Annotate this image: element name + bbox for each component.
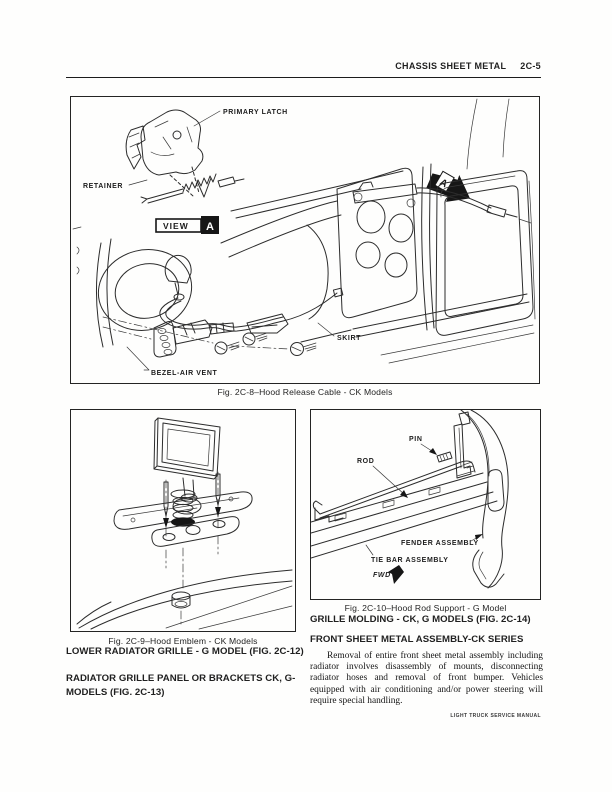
rod-label: ROD	[357, 458, 375, 465]
figure-caption-2c8: Fig. 2C-8–Hood Release Cable - CK Models	[217, 387, 393, 397]
view-a-badge	[156, 216, 219, 234]
figure-caption-2c10: Fig. 2C-10–Hood Rod Support - G Model	[344, 603, 507, 613]
pin-label: PIN	[409, 436, 423, 443]
fender-assembly-drawing	[459, 410, 508, 588]
hood-rod-support-drawing	[311, 410, 539, 598]
skirt-label: SKIRT	[337, 335, 361, 342]
fwd-label: FWD	[373, 572, 391, 579]
retainer-label: RETAINER	[83, 183, 124, 190]
page-header	[66, 61, 541, 71]
fender-assembly-label: FENDER ASSEMBLY	[401, 540, 479, 547]
page-footer: LIGHT TRUCK SERVICE MANUAL	[450, 713, 541, 719]
direction-arrow-a	[424, 163, 478, 211]
bezel-air-vent-label: BEZEL-AIR VENT	[151, 370, 218, 377]
header-title: CHASSIS SHEET METAL	[395, 61, 507, 71]
front-sheet-metal-paragraph: Removal of entire front sheet metal assembly including radiator involves disassembly of mounts, disconnecting radiator hoses and removal of front bumper. Vehicles equipped with air conditioning and/or power steering will require special handling.	[310, 650, 543, 706]
header-page-number: 2C-5	[520, 61, 541, 71]
heading-grille-molding: GRILLE MOLDING - CK, G MODELS (FIG. 2C-14)	[310, 614, 531, 625]
direction-arrow-letter: A	[437, 177, 450, 191]
left-column	[66, 645, 308, 699]
heading-front-sheet-metal: FRONT SHEET METAL ASSEMBLY-CK SERIES	[310, 634, 524, 646]
hood-emblem-drawing	[71, 410, 294, 630]
rod-support-labels	[357, 436, 483, 584]
header-rule	[66, 77, 541, 78]
heading-lower-radiator-grille: LOWER RADIATOR GRILLE - G MODEL (FIG. 2C-12)	[66, 646, 304, 657]
view-a-badge-text: VIEW	[163, 221, 189, 231]
hood-release-cable-drawing	[71, 97, 538, 382]
truck-body-drawing	[73, 99, 535, 363]
support-bracket-drawing	[437, 424, 474, 478]
tie-bar-assembly-label: TIE BAR ASSEMBLY	[371, 557, 449, 564]
bezel-handle-drawing	[103, 255, 343, 357]
figure-caption-2c9: Fig. 2C-9–Hood Emblem - CK Models	[108, 636, 258, 646]
emblem-studs-drawing	[163, 472, 221, 536]
figure-hood-release-cable	[70, 96, 540, 384]
rod-drawing	[313, 461, 475, 518]
heading-radiator-grille-panel: RADIATOR GRILLE PANEL OR BRACKETS CK, G-MODELS (FIG. 2C-13)	[66, 673, 296, 698]
figure-hood-rod-support	[310, 409, 541, 600]
right-column	[310, 613, 543, 707]
view-a-badge-letter: A	[206, 221, 215, 233]
retainer-cable-drawing	[141, 174, 244, 203]
figure-hood-emblem	[70, 409, 296, 632]
primary-latch-label: PRIMARY LATCH	[223, 109, 288, 116]
